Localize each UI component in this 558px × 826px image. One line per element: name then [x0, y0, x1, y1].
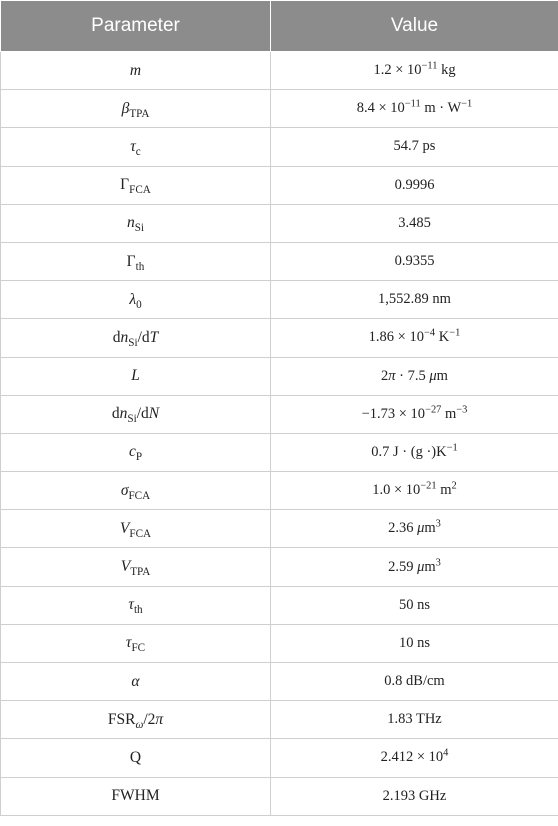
- parameter-cell: $V_{FCA}$: [1, 510, 271, 548]
- value-cell: 2.36 $\mu m^3$: [271, 510, 558, 548]
- table-row: [1, 433, 558, 471]
- value-cell: $-1.73 \times 10^{-27}$ $m^{-3}$: [271, 395, 558, 433]
- value-cell: 2.193 GHz: [271, 777, 558, 815]
- table-row: [1, 90, 558, 128]
- header-value: Value: [271, 1, 558, 52]
- value-cell: $8.4 \times 10^{-11}$ $m \cdot W^{-1}$: [271, 90, 558, 128]
- parameter-cell: $\Gamma_{FCA}$: [1, 166, 271, 204]
- parameter-cell: $\tau_{th}$: [1, 586, 271, 624]
- parameter-cell: $\sigma_{FCA}$: [1, 472, 271, 510]
- value-cell: 2π · 7.5 μm: [271, 357, 558, 395]
- parameter-cell: $n_{Si}$: [1, 204, 271, 242]
- parameter-cell: L: [1, 357, 271, 395]
- table-row: [1, 663, 558, 701]
- parameter-cell: α: [1, 663, 271, 701]
- value-cell: 10 ns: [271, 624, 558, 662]
- table-row: [1, 128, 558, 166]
- table-row: [1, 166, 558, 204]
- parameter-cell: $c_P$: [1, 433, 271, 471]
- parameter-cell: $\beta_{TPA}$: [1, 90, 271, 128]
- table-row: [1, 395, 558, 433]
- parameter-cell: m: [1, 52, 271, 90]
- table-row: [1, 510, 558, 548]
- table-row: [1, 777, 558, 815]
- parameter-cell: $dn_{Si}/dT$: [1, 319, 271, 357]
- parameter-cell: $\Gamma_{th}$: [1, 242, 271, 280]
- value-cell: $1.86 \times 10^{-4}$ $K^{-1}$: [271, 319, 558, 357]
- parameter-cell: $dn_{Si}/dN$: [1, 395, 271, 433]
- parameter-cell: $\tau_c$: [1, 128, 271, 166]
- value-cell: 1,552.89 nm: [271, 281, 558, 319]
- value-cell: $1.0 \times 10^{-21}$ $m^2$: [271, 472, 558, 510]
- table-row: [1, 319, 558, 357]
- header-parameter: Parameter: [1, 1, 271, 52]
- table-row: [1, 357, 558, 395]
- value-cell: 54.7 ps: [271, 128, 558, 166]
- value-cell: 0.9996: [271, 166, 558, 204]
- parameter-cell: $FSR_\omega/2\pi$: [1, 701, 271, 739]
- value-cell: 0.7 $J \cdot (g \cdot)K^{-1}$: [271, 433, 558, 471]
- value-cell: $2.412 \times 10^4$: [271, 739, 558, 777]
- value-cell: 0.9355: [271, 242, 558, 280]
- table-row: [1, 242, 558, 280]
- value-cell: 0.8 dB/cm: [271, 663, 558, 701]
- value-cell: 3.485: [271, 204, 558, 242]
- table-row: [1, 586, 558, 624]
- table-row: [1, 548, 558, 586]
- value-cell: 50 ns: [271, 586, 558, 624]
- table-row: [1, 281, 558, 319]
- parameter-cell: FWHM: [1, 777, 271, 815]
- parameter-cell: Q: [1, 739, 271, 777]
- value-cell: $1.2 \times 10^{-11}$ kg: [271, 52, 558, 90]
- value-cell: 1.83 THz: [271, 701, 558, 739]
- table-row: [1, 701, 558, 739]
- table-row: [1, 52, 558, 90]
- parameter-cell: $\lambda_0$: [1, 281, 271, 319]
- table-row: [1, 472, 558, 510]
- parameter-cell: $\tau_{FC}$: [1, 624, 271, 662]
- parameter-cell: $V_{TPA}$: [1, 548, 271, 586]
- table-row: [1, 739, 558, 777]
- header-row: [1, 1, 558, 52]
- value-cell: 2.59 $\mu m^3$: [271, 548, 558, 586]
- table-row: [1, 204, 558, 242]
- table-row: [1, 624, 558, 662]
